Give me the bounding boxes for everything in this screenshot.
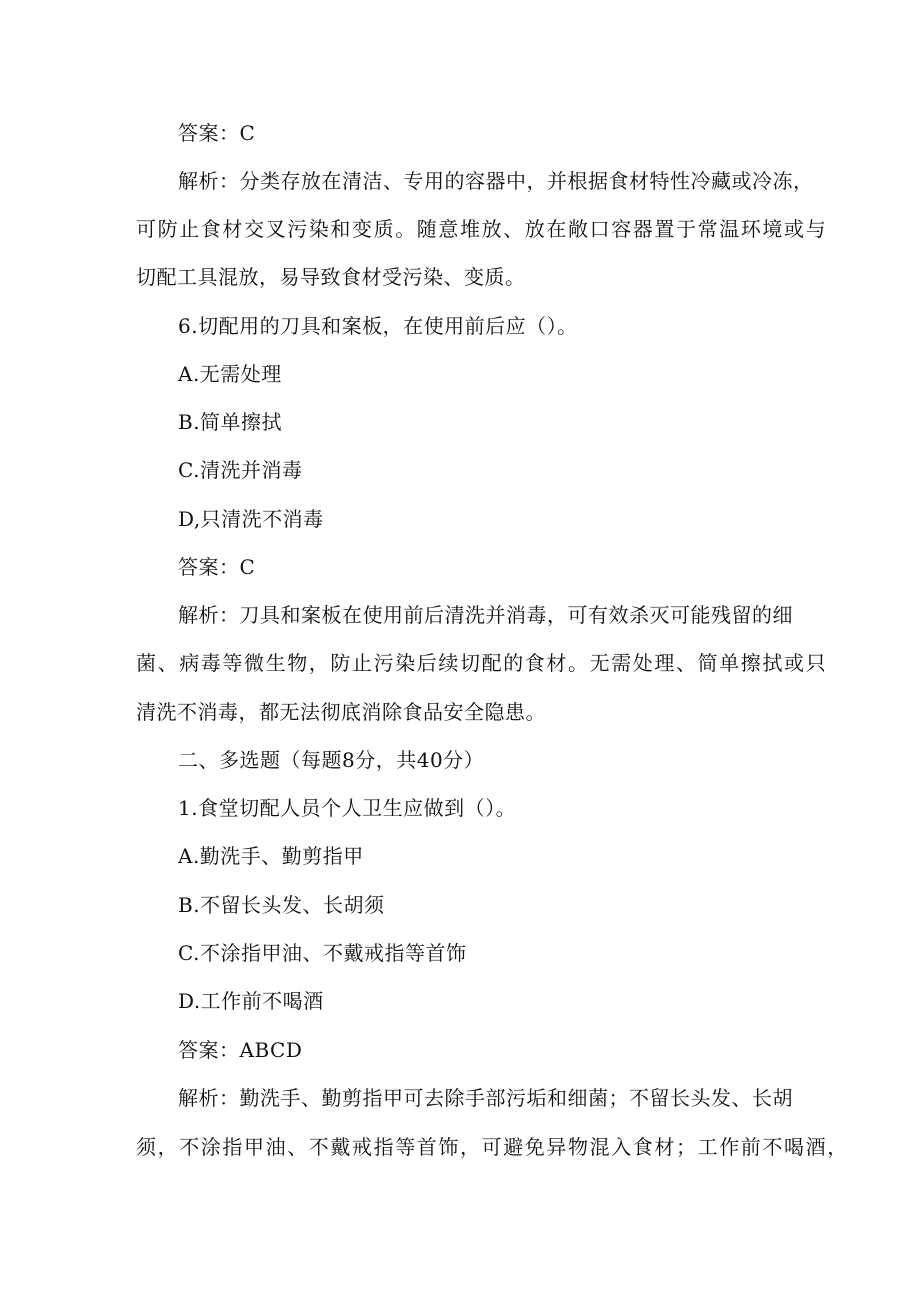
q6-option-d: D,只清洗不消毒 [178, 507, 324, 531]
mq1-option-c: C.不涂指甲油、不戴戒指等首饰 [178, 941, 467, 965]
mq1-option-b: B.不留长头发、长胡须 [178, 893, 385, 917]
section-heading-multiple-choice: 二、多选题（每题8分，共40分） [178, 748, 485, 772]
answer-q5: 答案：C [178, 121, 256, 145]
explanation-q5-line2: 可防止食材交叉污染和变质。随意堆放、放在敞口容器置于常温环境或与 [136, 217, 828, 241]
explanation-q6-line2: 菌、病毒等微生物，防止污染后续切配的食材。无需处理、简单擦拭或只 [136, 651, 828, 675]
question-6: 6.切配用的刀具和案板，在使用前后应（）。 [178, 314, 578, 338]
mq1-option-d: D.工作前不喝酒 [178, 989, 324, 1013]
answer-q6: 答案：C [178, 555, 256, 579]
explanation-q6-line1: 解析：刀具和案板在使用前后清洗并消毒，可有效杀灭可能残留的细 [178, 603, 793, 627]
mq1-option-a: A.勤洗手、勤剪指甲 [178, 844, 364, 868]
explanation-q6-line3: 清洗不消毒，都无法彻底消除食品安全隐患。 [136, 700, 546, 724]
explanation-q5-line3: 切配工具混放，易导致食材受污染、变质。 [136, 265, 526, 289]
explanation-mq1-line2: 须，不涂指甲油、不戴戒指等首饰，可避免异物混入食材；工作前不喝酒， [136, 1135, 849, 1159]
answer-mq1: 答案：ABCD [178, 1038, 303, 1062]
multi-question-1: 1.食堂切配人员个人卫生应做到（）。 [178, 796, 517, 820]
explanation-mq1-line1: 解析：勤洗手、勤剪指甲可去除手部污垢和细菌；不留长头发、长胡 [178, 1086, 793, 1110]
q6-option-c: C.清洗并消毒 [178, 458, 303, 482]
q6-option-a: A.无需处理 [178, 362, 282, 386]
explanation-q5-line1: 解析：分类存放在清洁、专用的容器中，并根据食材特性冷藏或冷冻， [178, 169, 814, 193]
q6-option-b: B.简单擦拭 [178, 410, 283, 434]
